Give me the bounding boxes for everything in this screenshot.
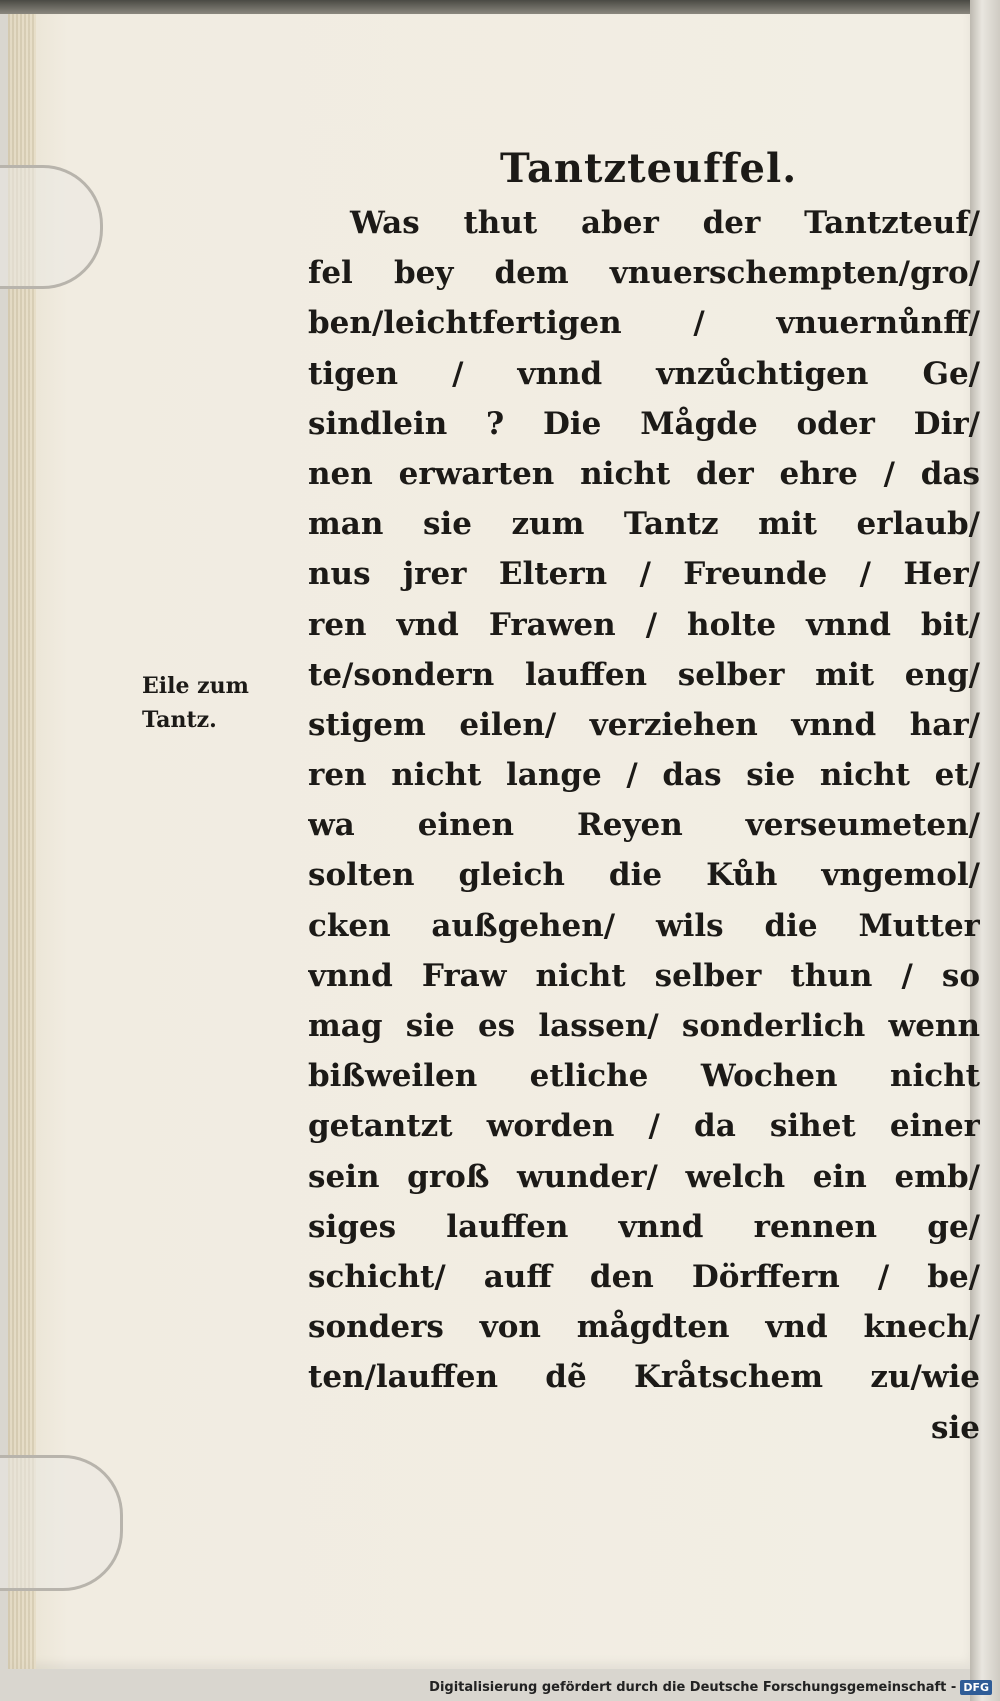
text-line: stigem eilen/ verziehen vnnd har/ — [308, 706, 980, 743]
marginal-note — [142, 669, 302, 737]
text-line: siges lauffen vnnd rennen ge/ — [308, 1208, 980, 1245]
text-line: nen erwarten nicht der ehre / das — [308, 455, 980, 492]
marginal-note-line: Eile zum — [142, 673, 249, 699]
text-line: ten/lauffen dẽ Kråtschem zu/wie — [308, 1359, 980, 1396]
text-line: getantzt worden / da sihet einer — [308, 1108, 980, 1145]
text-line: te/sondern lauffen selber mit eng/ — [308, 656, 980, 693]
text-line: Was thut aber der Tantzteuf/ — [350, 205, 980, 241]
text-line: cken außgehen/ wils die Mutter — [308, 907, 980, 944]
text-line: sonders von mågdten vnd knech/ — [308, 1309, 980, 1346]
text-line: man sie zum Tantz mit erlaub/ — [308, 506, 980, 543]
text-line: bißweilen etliche Wochen nicht — [308, 1058, 980, 1095]
text-line: tigen / vnnd vnzůchtigen Ge/ — [308, 355, 980, 392]
body-text — [308, 198, 980, 1453]
text-line: sein groß wunder/ welch ein emb/ — [308, 1158, 980, 1195]
text-line: mag sie es lassen/ sonderlich wenn — [308, 1008, 980, 1044]
scanner-top-edge — [0, 0, 1000, 14]
text-line: wa einen Reyen verseumeten/ — [308, 807, 980, 844]
text-line: fel bey dem vnuerschempten/gro/ — [308, 255, 980, 292]
text-line: ben/leichtfertigen / vnuernůnff/ — [308, 305, 980, 342]
dfg-logo: DFG — [960, 1680, 992, 1695]
text-line: solten gleich die Kůh vngemol/ — [308, 857, 980, 894]
running-head: Tantzteuffel. — [500, 144, 798, 192]
text-line: sindlein ? Die Mågde oder Dir/ — [308, 405, 980, 442]
text-line: ren vnd Frawen / holte vnnd bit/ — [308, 606, 980, 643]
page-holder-clip-bottom — [0, 1455, 123, 1591]
digitization-credit — [429, 1680, 992, 1695]
text-line: vnnd Fraw nicht selber thun / so — [308, 957, 980, 994]
text-line: nus jrer Eltern / Freunde / Her/ — [308, 556, 980, 593]
marginal-note-line: Tantz. — [142, 707, 217, 733]
text-line: schicht/ auff den Dörffern / be/ — [308, 1258, 980, 1295]
text-line: sie — [931, 1409, 980, 1446]
credit-text: Digitalisierung gefördert durch die Deutsche Forschungsgemeinschaft - — [429, 1680, 957, 1695]
text-line: ren nicht lange / das sie nicht et/ — [308, 757, 980, 794]
